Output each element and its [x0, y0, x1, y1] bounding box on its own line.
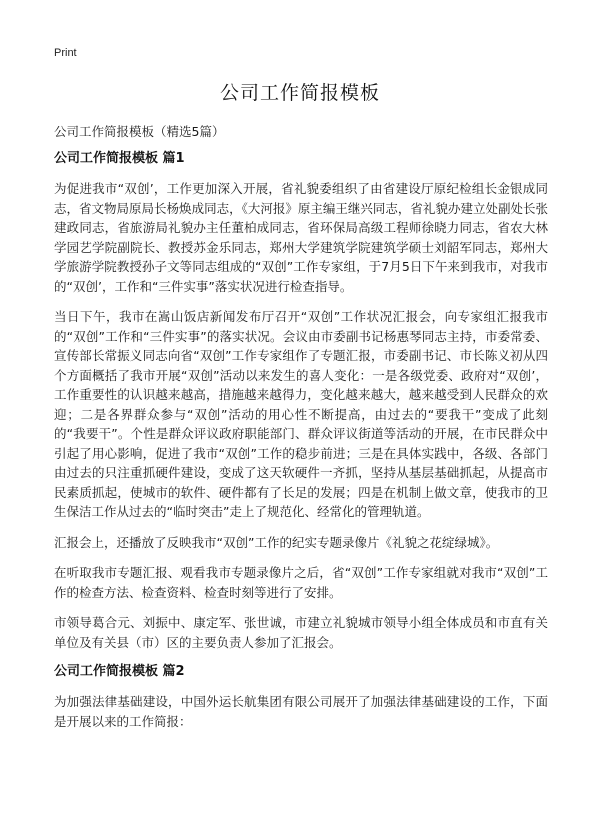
page-subtitle: 公司工作简报模板（精选5篇） — [54, 124, 225, 139]
paragraph: 在听取我市专题汇报、观看我市专题录像片之后，省“双创”工作专家组就对我市“双创”工作的检查方法、检查资料、检查时刻等进行了安排。 — [54, 565, 548, 600]
document-body — [54, 150, 548, 742]
page-title: 公司工作简报模板 — [219, 82, 380, 104]
paragraph: 汇报会上，还播放了反映我市“双创”工作的纪实专题录像片《礼貌之花绽绿城》。 — [54, 534, 499, 550]
paragraph: 市领导葛合元、刘振中、康定军、张世诚，市建立礼貌城市领导小组全体成员和市直有关单位及有关县（市）区的主要负责人参加了汇报会。 — [54, 615, 548, 650]
paragraph: 为加强法律基础建设，中国外运长航集团有限公司展开了加强法律基础建设的工作，下面是开展以来的工作简报： — [54, 694, 548, 729]
paragraph: 为促进我市“双创’，工作更加深入开展，省礼貌委组织了由省建设厅原纪检组长金银成同志，省文物局原局长杨焕成同志，《大河报》原主编王继兴同志，省礼貌办建立处副处长张建政同志，省旅游局礼貌办主任董柏成同志，省环保局高级工程师徐晓力同志，省农大林学园艺学院副院长、教授苏金乐同志，郑州大学建筑学院建筑学硕士刘韶军同志，郑州大学旅游学院教授孙子文等同志组成的“双创”工作专家组，于7月5日下午来到我市，对我市的“双创’，工作和“三件实事”落实状况进行检查指导。 — [54, 181, 548, 294]
section-heading-2: 公司工作简报模板 篇2 — [54, 664, 185, 679]
paragraph: 当日下午，我市在嵩山饭店新闻发布厅召开“双创”工作状况汇报会，向专家组汇报我市的“双创”工作和“三件实事”的落实状况。会议由市委副书记杨惠琴同志主持，市委常委、宣传部长常振义同志向省“双创”工作专家组作了专题汇报，市委副书记、市长陈义初从四个方面概括了我市开展“双创”活动以来发生的喜人变化：一是各级党委、政府对“双创’，工作重要性的认识越来越高，措施越来越得力，变化越来越大，越来越受到人民群众的欢迎；二是各界群众参与“双创”活动的用心性不断提高，由过去的“要我干”变成了此刻的“我要干”。个性是群众评议政府职能部门、群众评议街道等活动的开展，在市民群众中引起了用心影响，促进了我市“双创”工作的稳步前进；三是在具体实践中，各级、各部门由过去的只注重抓硬件建设，变成了这天软硬件一齐抓，坚持从基层基础抓起，从提高市民素质抓起，使城市的软件、硬件都有了长足的发展；四是在机制上做文章，使我市的卫生保洁工作从过去的“临时突击”走上了规范化、经常化的管理轨道。 — [54, 309, 548, 519]
print-link[interactable]: Print — [54, 47, 77, 59]
section-heading-1: 公司工作简报模板 篇1 — [54, 151, 185, 166]
